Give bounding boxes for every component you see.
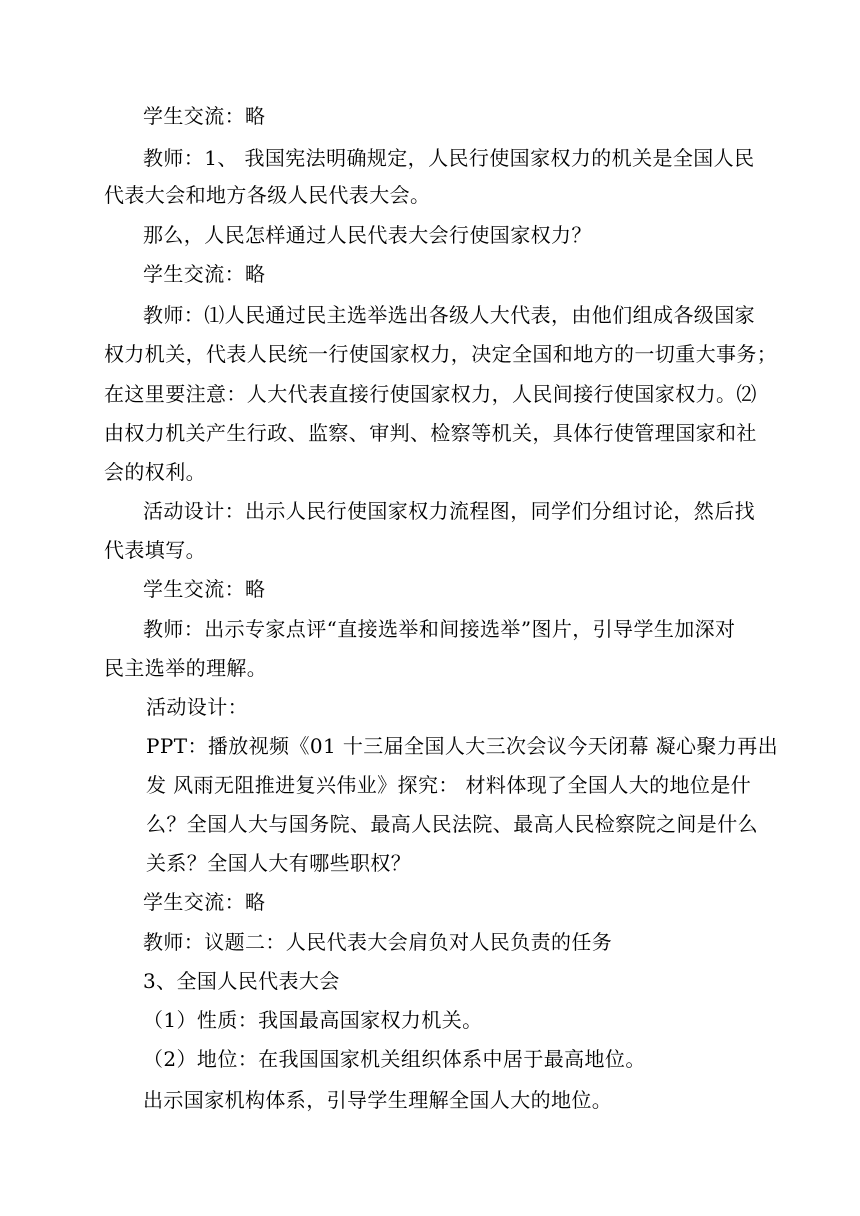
text-line: 学生交流：略 xyxy=(143,104,266,128)
text-line: 学生交流：略 xyxy=(143,262,266,286)
text-line: PPT：播放视频《01 十三届全国人大三次会议今天闭幕 凝心聚力再出 xyxy=(146,734,779,758)
text-line: 代表大会和地方各级人民代表大会。 xyxy=(104,183,431,207)
text-line: 由权力机关产生行政、监察、审判、检察等机关，具体行使管理国家和社 xyxy=(104,421,757,445)
text-line: 活动设计：出示人民行使国家权力流程图，同学们分组讨论，然后找 xyxy=(143,499,755,523)
text-line: 关系？全国人大有哪些职权？ xyxy=(146,851,412,875)
text-line: 教师：议题二：人民代表大会肩负对人民负责的任务 xyxy=(143,930,613,954)
text-line: 出示国家机构体系，引导学生理解全国人大的地位。 xyxy=(143,1088,613,1112)
text-line: （1）性质：我国最高国家权力机关。 xyxy=(143,1008,483,1032)
text-line: 3、全国人民代表大会 xyxy=(143,969,340,993)
text-line: 学生交流：略 xyxy=(143,577,266,601)
text-line: 教师：⑴人民通过民主选举选出各级人大代表，由他们组成各级国家 xyxy=(143,303,755,327)
text-line: 发 风雨无阻推进复兴伟业》探究： 材料体现了全国人大的地位是什 xyxy=(146,773,752,797)
text-line: 权力机关，代表人民统一行使国家权力，决定全国和地方的一切重大事务； xyxy=(104,342,778,366)
text-line: 教师：1、 我国宪法明确规定，人民行使国家权力的机关是全国人民 xyxy=(143,146,755,170)
text-line: 民主选举的理解。 xyxy=(104,656,268,680)
text-line: 代表填写。 xyxy=(104,538,206,562)
text-line: 活动设计： xyxy=(146,695,248,719)
text-line: 那么，人民怎样通过人民代表大会行使国家权力？ xyxy=(143,223,592,247)
text-line: 教师：出示专家点评“直接选举和间接选举”图片，引导学生加深对 xyxy=(143,617,736,641)
text-line: 学生交流：略 xyxy=(143,890,266,914)
text-line: 会的权利。 xyxy=(104,460,206,484)
text-line: 么？全国人大与国务院、最高人民法院、最高人民检察院之间是什么 xyxy=(146,812,758,836)
text-line: （2）地位：在我国国家机关组织体系中居于最高地位。 xyxy=(143,1047,646,1071)
text-line: 在这里要注意：人大代表直接行使国家权力，人民间接行使国家权力。⑵ xyxy=(104,382,757,406)
